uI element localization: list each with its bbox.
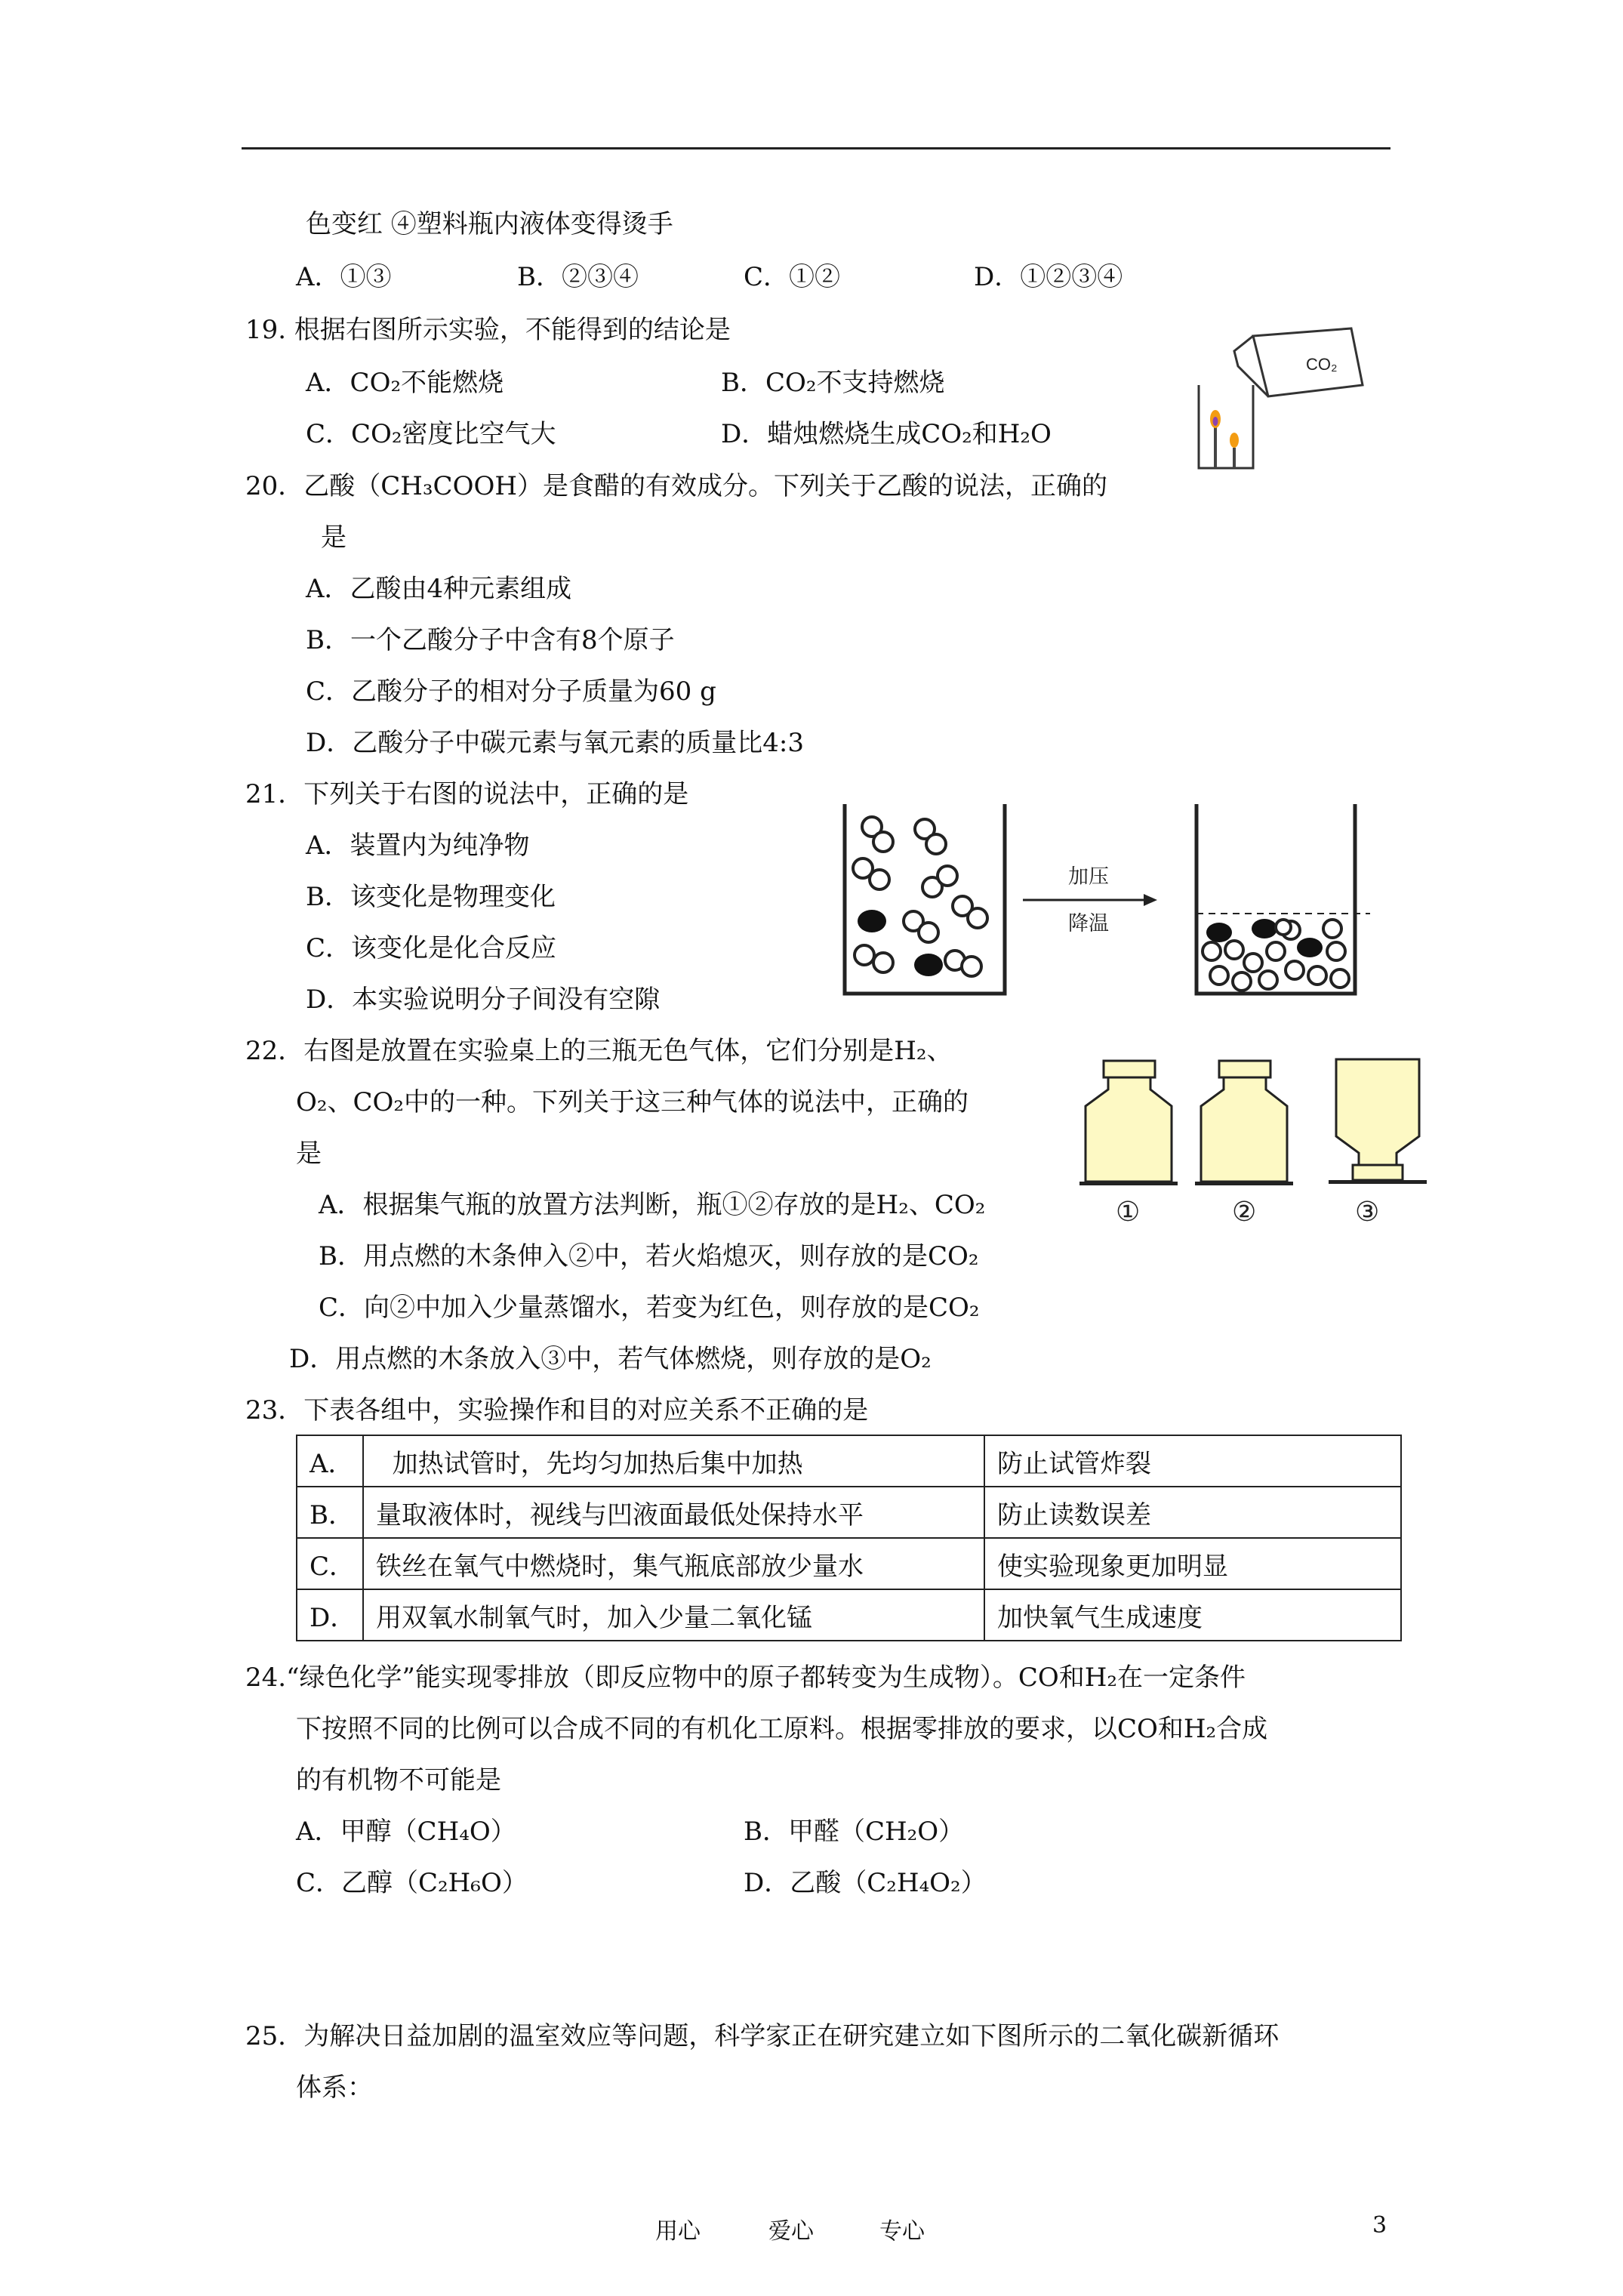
q20-option-b: B．一个乙酸分子中含有8个原子 — [306, 625, 675, 655]
q23-table — [296, 1435, 1402, 1641]
page-number: 3 — [1372, 2212, 1387, 2239]
left-container — [845, 804, 1005, 994]
q24-option-b: B．甲醛（CH₂O） — [744, 1817, 965, 1847]
process-arrow — [1023, 865, 1157, 935]
table-row — [297, 1589, 1401, 1641]
row-operation: 加热试管时，先均匀加热后集中加热 — [363, 1435, 984, 1487]
table-row — [297, 1435, 1401, 1487]
q18-option-b: B．②③④ — [517, 262, 639, 292]
q22-gas-bottles-figure — [1072, 1053, 1427, 1231]
row-purpose: 防止读数误差 — [984, 1487, 1401, 1538]
row-purpose: 防止试管炸裂 — [984, 1435, 1401, 1487]
q20-option-d: D．乙酸分子中碳元素与氧元素的质量比4:3 — [306, 728, 804, 758]
q22-stem-line1: 22．右图是放置在实验桌上的三瓶无色气体，它们分别是H₂、 — [245, 1036, 953, 1066]
row-label: A． — [297, 1435, 363, 1487]
row-operation: 铁丝在氧气中燃烧时，集气瓶底部放少量水 — [363, 1538, 984, 1589]
row-label: B． — [297, 1487, 363, 1538]
table-row — [297, 1538, 1401, 1589]
q19-option-c: C．CO₂密度比空气大 — [306, 419, 556, 449]
bottle-1 — [1079, 1061, 1178, 1185]
bottle-1-label: ① — [1116, 1197, 1141, 1228]
q21-option-b: B．该变化是物理变化 — [306, 882, 556, 912]
row-operation: 用双氧水制氧气时，加入少量二氧化锰 — [363, 1589, 984, 1641]
q19-option-a: A．CO₂不能燃烧 — [306, 368, 504, 398]
header-rule — [242, 147, 1390, 149]
row-operation: 量取液体时，视线与凹液面最低处保持水平 — [363, 1487, 984, 1538]
q18-option-a: A．①③ — [296, 262, 392, 292]
q22-option-a: A．根据集气瓶的放置方法判断，瓶①②存放的是H₂、CO₂ — [319, 1190, 986, 1220]
table-row — [297, 1487, 1401, 1538]
row-label: C． — [297, 1538, 363, 1589]
q22-option-b: B．用点燃的木条伸入②中，若火焰熄灭，则存放的是CO₂ — [319, 1241, 979, 1271]
q18-tail-line: 色变红 ④塑料瓶内液体变得烫手 — [306, 209, 673, 239]
bottle-2-label: ② — [1232, 1197, 1257, 1228]
arrow-label-top: 加压 — [1068, 865, 1109, 888]
q24-line3: 的有机物不可能是 — [296, 1765, 501, 1795]
row-purpose: 使实验现象更加明显 — [984, 1538, 1401, 1589]
right-container — [1196, 804, 1370, 994]
q24-option-c: C．乙醇（C₂H₆O） — [296, 1868, 528, 1898]
q20-option-c: C．乙酸分子的相对分子质量为60 g — [306, 676, 716, 707]
bottle-3-inverted — [1329, 1059, 1427, 1184]
row-label: D． — [297, 1589, 363, 1641]
q21-option-d: D．本实验说明分子间没有空隙 — [306, 985, 661, 1015]
q20-stem-line2: 是 — [321, 522, 346, 553]
q19-stem: 19. 根据右图所示实验，不能得到的结论是 — [245, 315, 731, 345]
row-purpose: 加快氧气生成速度 — [984, 1589, 1401, 1641]
q18-option-d: D．①②③④ — [974, 262, 1123, 292]
q21-option-c: C．该变化是化合反应 — [306, 933, 557, 963]
q23-stem: 23．下表各组中，实验操作和目的对应关系不正确的是 — [245, 1395, 869, 1425]
q21-option-a: A．装置内为纯净物 — [306, 831, 530, 861]
q22-option-c: C．向②中加入少量蒸馏水，若变为红色，则存放的是CO₂ — [319, 1293, 980, 1323]
q22-stem-line3: 是 — [296, 1139, 322, 1169]
q19-co2-pouring-figure — [1193, 313, 1366, 476]
q25-line2: 体系： — [296, 2073, 373, 2103]
q18-option-c: C．①② — [744, 262, 841, 292]
arrow-label-bottom: 降温 — [1068, 912, 1109, 935]
footer-label-3: 专心 — [879, 2218, 925, 2245]
footer-label-2: 爱心 — [768, 2218, 814, 2245]
q22-stem-line2: O₂、CO₂中的一种。下列关于这三种气体的说法中，正确的 — [296, 1087, 969, 1117]
q24-line2: 下按照不同的比例可以合成不同的有机化工原料。根据零排放的要求，以CO和H₂合成 — [296, 1714, 1268, 1744]
bottle-3-label: ③ — [1355, 1197, 1380, 1228]
q24-option-d: D．乙酸（C₂H₄O₂） — [744, 1868, 987, 1898]
footer-label-1: 用心 — [655, 2218, 701, 2245]
q25-line1: 25．为解决日益加剧的温室效应等问题，科学家正在研究建立如下图所示的二氧化碳新循环 — [245, 2021, 1280, 2051]
q21-stem: 21．下列关于右图的说法中，正确的是 — [245, 779, 689, 809]
q24-line1: 24.“绿色化学”能实现零排放（即反应物中的原子都转变为生成物）。CO和H₂在一定条件 — [245, 1663, 1246, 1693]
co2-bottle-label: CO₂ — [1306, 355, 1338, 374]
q24-option-a: A．甲醇（CH₄O） — [296, 1817, 516, 1847]
q20-option-a: A．乙酸由4种元素组成 — [306, 574, 572, 604]
q22-option-d: D．用点燃的木条放入③中，若气体燃烧，则存放的是O₂ — [289, 1344, 932, 1374]
bottle-2 — [1195, 1061, 1293, 1185]
q21-molecule-figure — [842, 800, 1370, 1004]
q20-stem-line1: 20．乙酸（CH₃COOH）是食醋的有效成分。下列关于乙酸的说法，正确的 — [245, 471, 1107, 501]
beaker — [1199, 385, 1253, 468]
q19-option-b: B．CO₂不支持燃烧 — [721, 368, 945, 398]
q19-option-d: D．蜡烛燃烧生成CO₂和H₂O — [721, 419, 1052, 449]
